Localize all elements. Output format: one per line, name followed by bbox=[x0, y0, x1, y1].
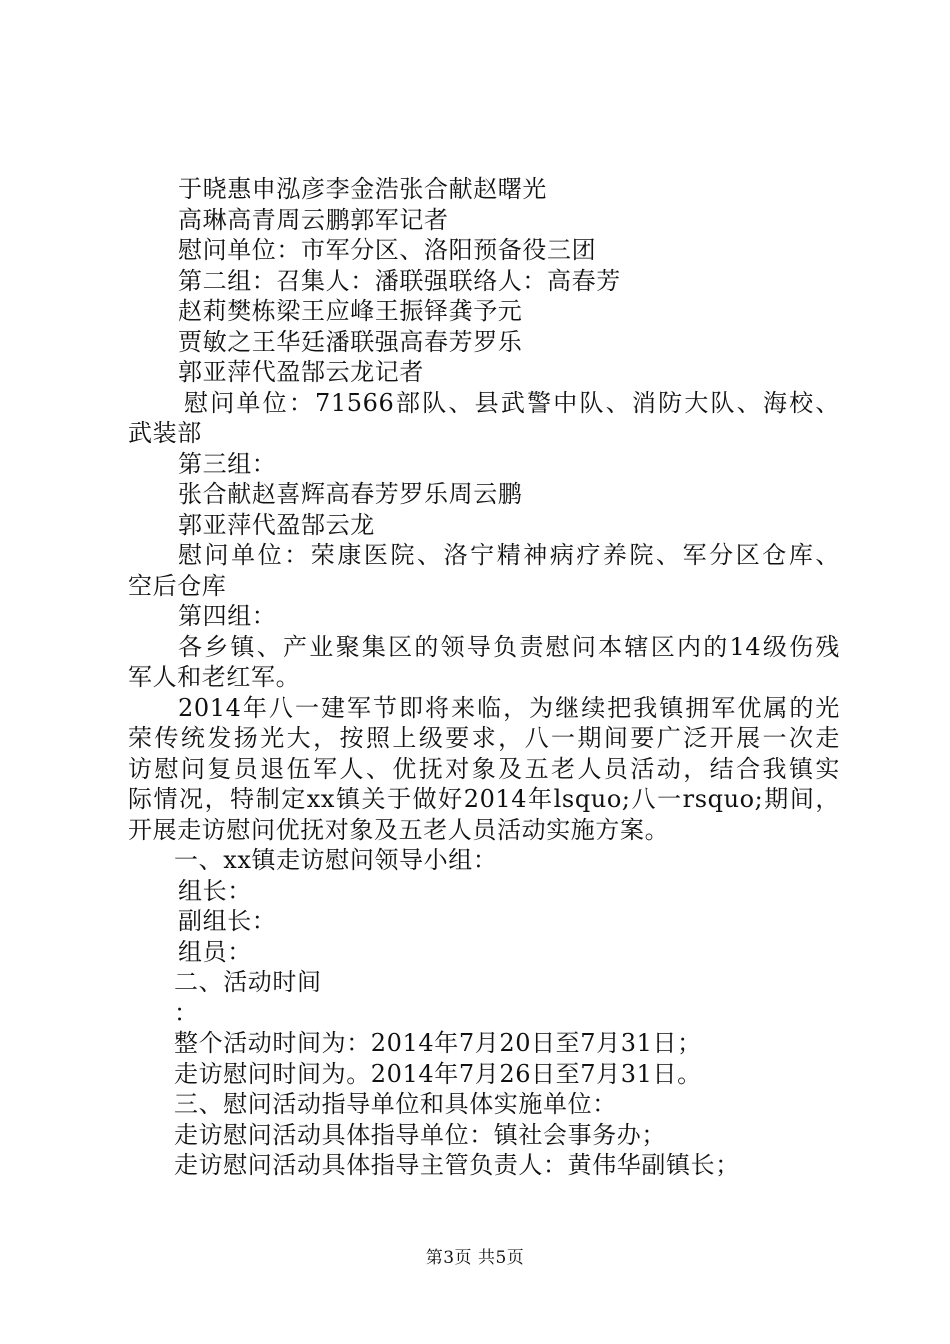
text-line: 三、慰问活动指导单位和具体实施单位： bbox=[174, 1090, 617, 1118]
text-line: 际情况，特制定xx镇关于做好2014年lsquo;八一rsquo;期间， bbox=[128, 785, 840, 813]
text-line: 组长： bbox=[178, 876, 252, 905]
text-line: 张合献赵喜辉高春芳罗乐周云鹏 bbox=[178, 480, 523, 508]
text-line: 贾敏之王华廷潘联强高春芳罗乐 bbox=[178, 327, 523, 356]
text-line: 第三组： bbox=[178, 449, 277, 478]
text-line: 空后仓库 bbox=[128, 571, 227, 600]
text-line: 第二组：召集人：潘联强联络人：高春芳 bbox=[178, 266, 621, 295]
page-number: 第3页 共5页 bbox=[425, 1248, 525, 1268]
text-line: 武装部 bbox=[128, 419, 202, 447]
text-line: ： bbox=[174, 998, 199, 1027]
page-footer bbox=[0, 1243, 950, 1268]
text-line: 第四组： bbox=[178, 602, 277, 630]
text-line: 郭亚萍代盈郜云龙记者 bbox=[178, 358, 424, 386]
text-line: 整个活动时间为：2014年7月20日至7月31日； bbox=[174, 1029, 702, 1057]
text-line: 走访慰问活动具体指导单位：镇社会事务办； bbox=[174, 1120, 666, 1149]
text-line: 高琳高青周云鹏郭军记者 bbox=[178, 205, 449, 234]
text-line: 各乡镇、产业聚集区的领导负责慰问本辖区内的14级伤残 bbox=[178, 632, 840, 661]
document-body bbox=[128, 174, 840, 1181]
text-line: 郭亚萍代盈郜云龙 bbox=[178, 510, 375, 539]
text-line: 副组长： bbox=[178, 907, 277, 935]
text-line: 于晓惠申泓彦李金浩张合献赵曙光 bbox=[178, 175, 547, 203]
text-line: 2014年八一建军节即将来临，为继续把我镇拥军优属的光 bbox=[178, 693, 840, 722]
text-line: 荣传统发扬光大，按照上级要求，八一期间要广泛开展一次走 bbox=[128, 724, 840, 752]
text-line: 慰问单位：71566部队、县武警中队、消防大队、海校、 bbox=[184, 388, 840, 417]
text-line: 赵莉樊栋梁王应峰王振铎龚予元 bbox=[178, 297, 523, 325]
text-line: 军人和老红军。 bbox=[128, 663, 301, 691]
text-line: 组员： bbox=[178, 937, 252, 966]
text-line: 慰问单位：市军分区、洛阳预备役三团 bbox=[178, 236, 597, 264]
text-line: 二、活动时间 bbox=[174, 968, 322, 996]
text-line: 开展走访慰问优抚对象及五老人员活动实施方案。 bbox=[128, 815, 670, 844]
text-line: 走访慰问活动具体指导主管负责人：黄伟华副镇长； bbox=[174, 1151, 740, 1179]
text-line: 访慰问复员退伍军人、优抚对象及五老人员活动，结合我镇实 bbox=[128, 754, 840, 783]
text-line: 慰问单位：荣康医院、洛宁精神病疗养院、军分区仓库、 bbox=[178, 541, 840, 569]
text-line: 一、xx镇走访慰问领导小组： bbox=[174, 846, 498, 874]
text-line: 走访慰问时间为。2014年7月26日至7月31日。 bbox=[174, 1059, 702, 1088]
